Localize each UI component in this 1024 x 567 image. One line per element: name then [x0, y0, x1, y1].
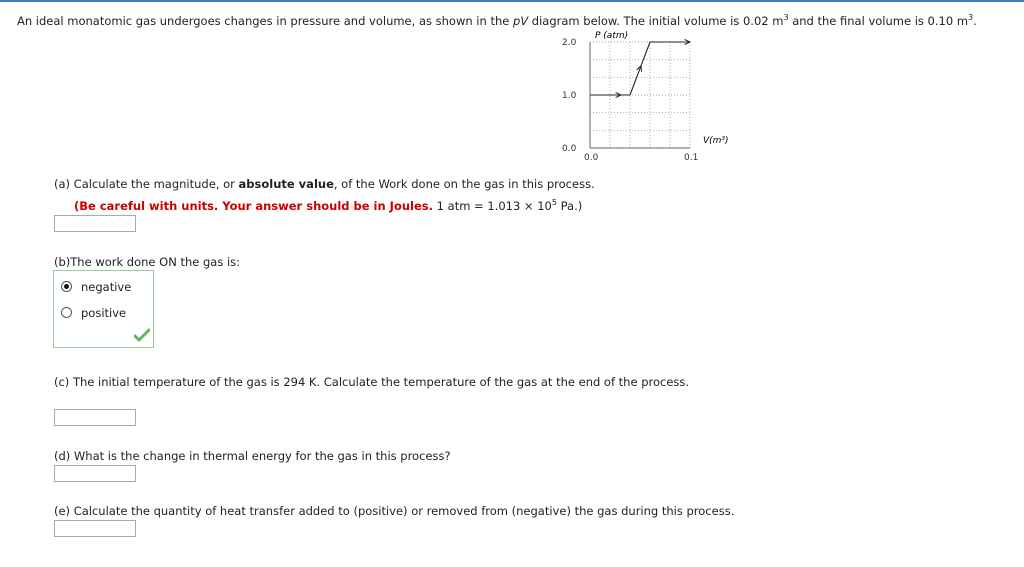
- option-label-negative[interactable]: negative: [81, 280, 132, 294]
- y-tick-label: 1.0: [562, 91, 577, 101]
- answer-input-e[interactable]: [54, 520, 136, 537]
- answer-input-a[interactable]: [54, 215, 136, 232]
- units-note: (Be careful with units. Your answer should be in Joules. 1 atm = $1.013 \times 10^5$ Pa.): [74, 198, 583, 213]
- question-d: (d) What is the change in thermal energy for the gas in this process?: [54, 449, 451, 463]
- x-axis-label: V(m³): [703, 136, 729, 146]
- y-tick-label: 2.0: [562, 38, 577, 48]
- top-border: [0, 0, 1024, 2]
- y-tick-label: 0.0: [562, 144, 577, 154]
- option-label-positive[interactable]: positive: [81, 306, 127, 320]
- problem-intro: An ideal monatomic gas undergoes changes in pressure and volume, as shown in the pV diagram below. The initial volume is 0.02 $m^3$ and the final volume is 0.10 $m^3$.: [17, 13, 977, 28]
- units-warning: (Be careful with units. Your answer should be in Joules.: [74, 199, 434, 213]
- question-a: (a) Calculate the magnitude, or absolute value, of the Work done on the gas in this process.: [54, 177, 595, 191]
- correct-check-icon: [134, 328, 150, 342]
- question-b: (b)The work done ON the gas is:: [54, 255, 241, 269]
- radio-positive[interactable]: [61, 307, 72, 318]
- series-line: [590, 42, 690, 95]
- radio-negative[interactable]: [61, 281, 72, 292]
- x-tick-label: 0.0: [584, 153, 599, 163]
- question-c: (c) The initial temperature of the gas is 294 K. Calculate the temperature of the gas at the end of the process.: [54, 375, 690, 389]
- chart-series: [590, 39, 690, 97]
- x-tick-label: 0.1: [684, 153, 699, 163]
- pv-diagram: [545, 28, 755, 163]
- y-axis-label: P (atm): [595, 31, 629, 41]
- question-e: (e) Calculate the quantity of heat transfer added to (positive) or removed from (negative) the gas during this process.: [54, 504, 735, 518]
- answer-input-c[interactable]: [54, 409, 136, 426]
- answer-input-d[interactable]: [54, 465, 136, 482]
